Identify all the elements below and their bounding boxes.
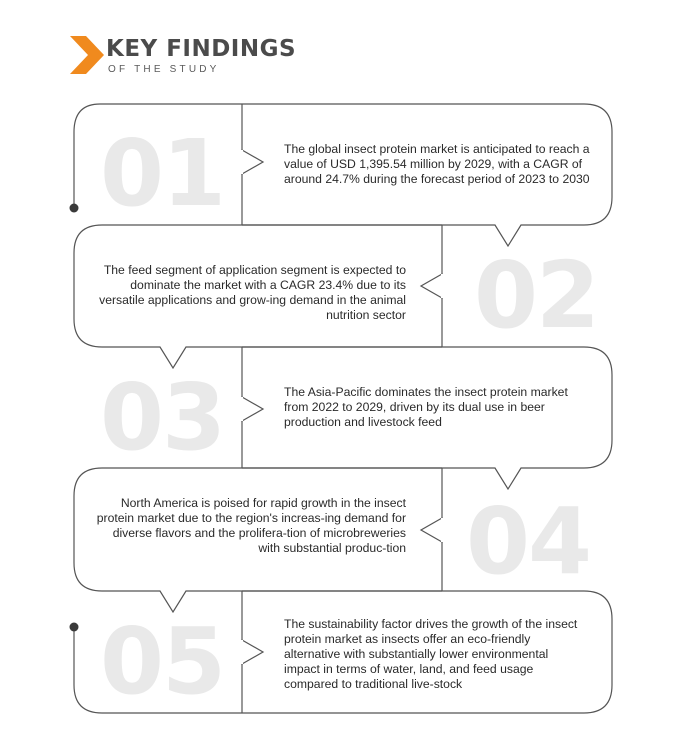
finding-number-05: 05	[100, 608, 225, 715]
finding-text-04: North America is poised for rapid growth in the insect protein market due to the region's increas-ing demand for diverse flavors and the prolifera-tion of microbreweries with substantial produc-tion	[96, 496, 406, 555]
finding-text-01: The global insect protein market is anticipated to reach a value of USD 1,395.54 million by 2029, with a CAGR of around 24.7% during the forecast period of 2023 to 2030	[284, 142, 590, 186]
end-dot	[70, 623, 79, 632]
finding-number-04: 04	[466, 488, 591, 595]
finding-number-03: 03	[100, 364, 225, 471]
pointer-left-02	[421, 274, 442, 298]
page-title: KEY FINDINGS	[106, 36, 297, 62]
finding-text-03: The Asia-Pacific dominates the insect protein market from 2022 to 2029, driven by its dual use in beer production and livestock feed	[284, 385, 568, 429]
pointer-right-05	[242, 640, 263, 664]
finding-text-05: The sustainability factor drives the growth of the insect protein market as insects offer an eco-friendly alternative with substantially lower environmental impact in terms of water, land, and feed usage compared to traditional live-stock	[284, 617, 578, 691]
page-subtitle: OF THE STUDY	[108, 64, 220, 75]
pointer-left-04	[421, 518, 442, 542]
pointer-right-03	[242, 397, 263, 421]
start-dot	[70, 204, 79, 213]
pointer-right-01	[242, 150, 263, 174]
finding-text-02: The feed segment of application segment is expected to dominate the market with a CAGR 23.4% due to its versatile applications and grow-ing demand in the animal nutrition sector	[99, 263, 406, 322]
finding-number-01: 01	[100, 120, 225, 227]
finding-number-02: 02	[474, 242, 599, 349]
